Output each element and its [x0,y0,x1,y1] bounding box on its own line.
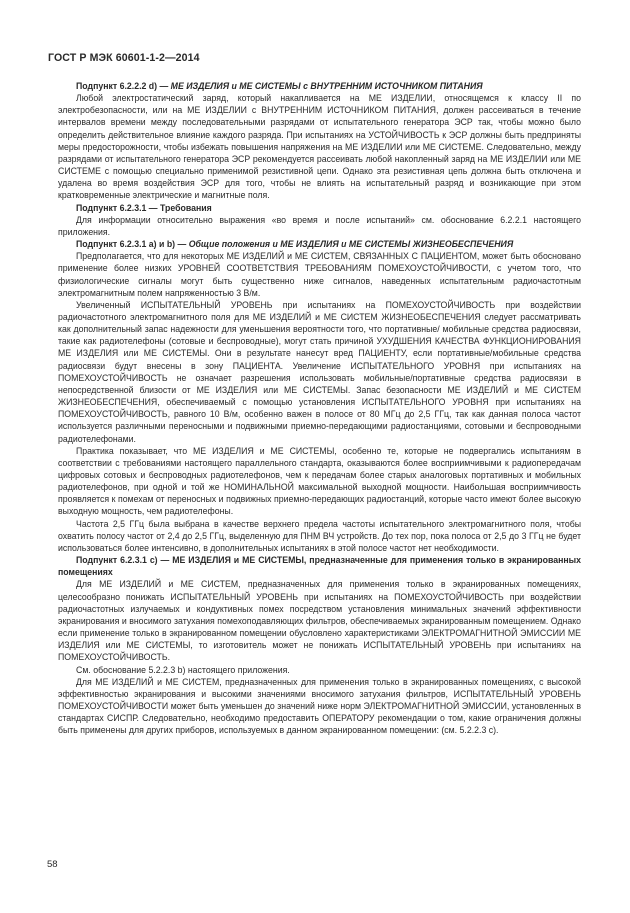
section-heading-label: Подпункт 6.2.3.1 с) — [76,555,173,566]
body-paragraph: Для МЕ ИЗДЕЛИЙ и МЕ СИСТЕМ, предназначенных для применения только в экранированных помещениях, с высокой эффективностью экранирования и высокими значениями вносимого затухания фильтров, ИСПЫТАТЕЛЬНЫЙ УРОВЕНЬ ПОМЕХОУСТОЙЧИВОСТИ может быть уменьшен до значений ниже норм ЭЛЕКТРОМАГНИТНОЙ ЭМИССИИ, установленных в стандартах СИСПР. Следовательно, необходимо предоставить ОПЕРАТОРУ рекомендации о том, какие ограничения должны быть применены для других приборов, используемых в данном экранированном помещении: (см. 5.2.2.3 с). [58,676,581,736]
section-heading [58,202,581,214]
body-paragraph: Практика показывает, что МЕ ИЗДЕЛИЯ и МЕ СИСТЕМЫ, особенно те, которые не подвергались испытаниям в соответствии с требованиями настоящего параллельного стандарта, оказываются более восприимчивыми к радиопередачам цифровых сотовых и беспроводных радиотелефонов, чем к передачам более старых аналоговых портативных и мобильных радиотелефонов, при одной и той же НОМИНАЛЬНОЙ максимальной выходной мощности. Наибольшая восприимчивость проявляется к помехам от переносных и подвижных приемно-передающих радиостанций, которые часто имеют более высокую выходную мощность, чем радиотелефоны. [58,445,581,517]
body-paragraph: Для информации относительно выражения «во время и после испытаний» см. обоснование 6.2.2.1 настоящего приложения. [58,214,581,237]
document-body [58,80,581,736]
body-paragraph: Частота 2,5 ГГц была выбрана в качестве верхнего предела частоты испытательного электромагнитного поля, чтобы охватить полосу частот от 2,4 до 2,5 ГГц, выделенную для ПНМ ВЧ устройств. До тех пор, пока полоса от 2,5 до 3 ГГц не будет использоваться более интенсивно, в дополнительных испытаниях в этой полосе частот нет необходимости. [58,518,581,553]
page-number: 58 [47,859,58,870]
section-heading [58,554,581,578]
section-heading-title: Требования [159,202,212,213]
body-paragraph: Предполагается, что для некоторых МЕ ИЗДЕЛИЙ и МЕ СИСТЕМ, СВЯЗАННЫХ С ПАЦИЕНТОМ, может быть обосновано применение более низких УРОВНЕЙ СООТВЕТСТВИЯ ТРЕБОВАНИЯМ ПОМЕХОУСТОЙЧИВОСТИ, с учетом того, что физиологические сигналы могут быть существенно ниже сигналов, наведенных испытательным радиочастотным электромагнитным полем напряженностью 3 В/м. [58,251,581,298]
document-header: ГОСТ Р МЭК 60601-1-2—2014 [48,52,200,64]
body-paragraph: См. обоснование 5.2.2.3 b) настоящего приложения. [76,664,290,675]
body-paragraph: Любой электростатический заряд, который накапливается на МЕ ИЗДЕЛИИ, относящемся к классу II по электробезопасности, или на МЕ ИЗДЕЛИИ с ВНУТРЕННИМ ИСТОЧНИКОМ ПИТАНИЯ, должен рассеиваться в течение интервалов времени между последовательными разрядами от испытательного генератора ЭСР так, чтобы можно было определить действительное влияние каждого разряда. При испытаниях на УСТОЙЧИВОСТЬ к ЭСР должны быть предприняты меры предосторожности, чтобы избежать повышения напряжения на МЕ ИЗДЕЛИИ или МЕ СИСТЕМЕ. Следовательно, между разрядами от испытательного генератора ЭСР рекомендуется рассеивать любой накопленный заряд на МЕ ИЗДЕЛИИ или МЕ СИСТЕМЕ с помощью специально применимой резистивной цепи. Однако эта резистивная цепь должна быть отключена и удалена во время воздействия ЭСР для того, чтобы не влиять на испытательный разряд и возникающие при этом кратковременные электрические и магнитные поля. [58,93,581,201]
section-heading-label: Подпункт 6.2.3.1 a) и b) — [76,239,189,250]
section-heading-title: Общие положения и МЕ ИЗДЕЛИЯ и МЕ СИСТЕМЫ ЖИЗНЕОБЕСПЕЧЕНИЯ [188,239,514,250]
section-heading-label: Подпункт 6.2.2.2 d) — [76,81,171,91]
section-heading-title: МЕ ИЗДЕЛИЯ и МЕ СИСТЕМЫ, предназначенные для применения только в экранированных помещениях [58,555,581,578]
section-heading-label: Подпункт 6.2.3.1 — [76,202,160,213]
section-heading-title: МЕ ИЗДЕЛИЯ и МЕ СИСТЕМЫ с ВНУТРЕННИМ ИСТОЧНИКОМ ПИТАНИЯ [170,81,483,91]
section-heading [58,238,581,250]
section-heading [58,80,581,92]
body-paragraph: Для МЕ ИЗДЕЛИЙ и МЕ СИСТЕМ, предназначенных для применения только в экранированных помещениях, целесообразно понижать ИСПЫТАТЕЛЬНЫЙ УРОВЕНЬ при испытаниях на ПОМЕХОУСТОЙЧИВОСТЬ при воздействии радиочастотных излучаемых и кондуктивных помех посредством установления минимальных значений эффективности экранирования и вносимого затухания помехоподавляющих фильтров, обеспечиваемых экранированным помещением. Однако если применение только в экранированном помещении обусловлено характеристиками ЭЛЕКТРОМАГНИТНОЙ ЭМИССИИ МЕ ИЗДЕЛИЯ или МЕ СИСТЕМЫ, то изготовитель может не понижать ИСПЫТАТЕЛЬНЫЙ УРОВЕНЬ при испытаниях на ПОМЕХОУСТОЙЧИВОСТЬ. [58,579,581,663]
body-paragraph: Увеличенный ИСПЫТАТЕЛЬНЫЙ УРОВЕНЬ при испытаниях на ПОМЕХОУСТОЙЧИВОСТЬ при воздействии радиочастотного электромагнитного поля для МЕ ИЗДЕЛИЙ и МЕ СИСТЕМ ЖИЗНЕОБЕСПЕЧЕНИЯ следует рассматривать как дополнительный запас надежности для уменьшения вероятности того, что портативные/ мобильные средства радиосвязи, такие как радиотелефоны (сотовые и беспроводные), могут стать причиной УХУДШЕНИЯ КАЧЕСТВА ФУНКЦИОНИРОВАНИЯ МЕ ИЗДЕЛИЯ или МЕ СИСТЕМЫ. Они в результате нанесут вред ПАЦИЕНТУ, если портативные/мобильные средства радиосвязи будут внесены в зону ПАЦИЕНТА. Увеличение ИСПЫТАТЕЛЬНОГО УРОВНЯ при испытаниях на ПОМЕХОУСТОЙЧИВОСТЬ не означает разрешения использовать мобильные/портативные средства радиосвязи в непосредственной близости от МЕ ИЗДЕЛИЯ или МЕ СИСТЕМЫ. Запас безопасности МЕ ИЗДЕЛИЙ и МЕ СИСТЕМ ЖИЗНЕОБЕСПЕЧЕНИЯ, обеспечиваемый с помощью установления ИСПЫТАТЕЛЬНОГО УРОВНЯ при испытаниях на ПОМЕХОУСТОЙЧИВОСТЬ, равного 10 В/м, особенно важен в полосе от 80 МГц до 2,5 ГГц, так как данная полоса частот используется различными переносными и подвижными приемно-передающими радиостанциями, сотовыми и беспроводными радиотелефонами. [58,299,581,444]
